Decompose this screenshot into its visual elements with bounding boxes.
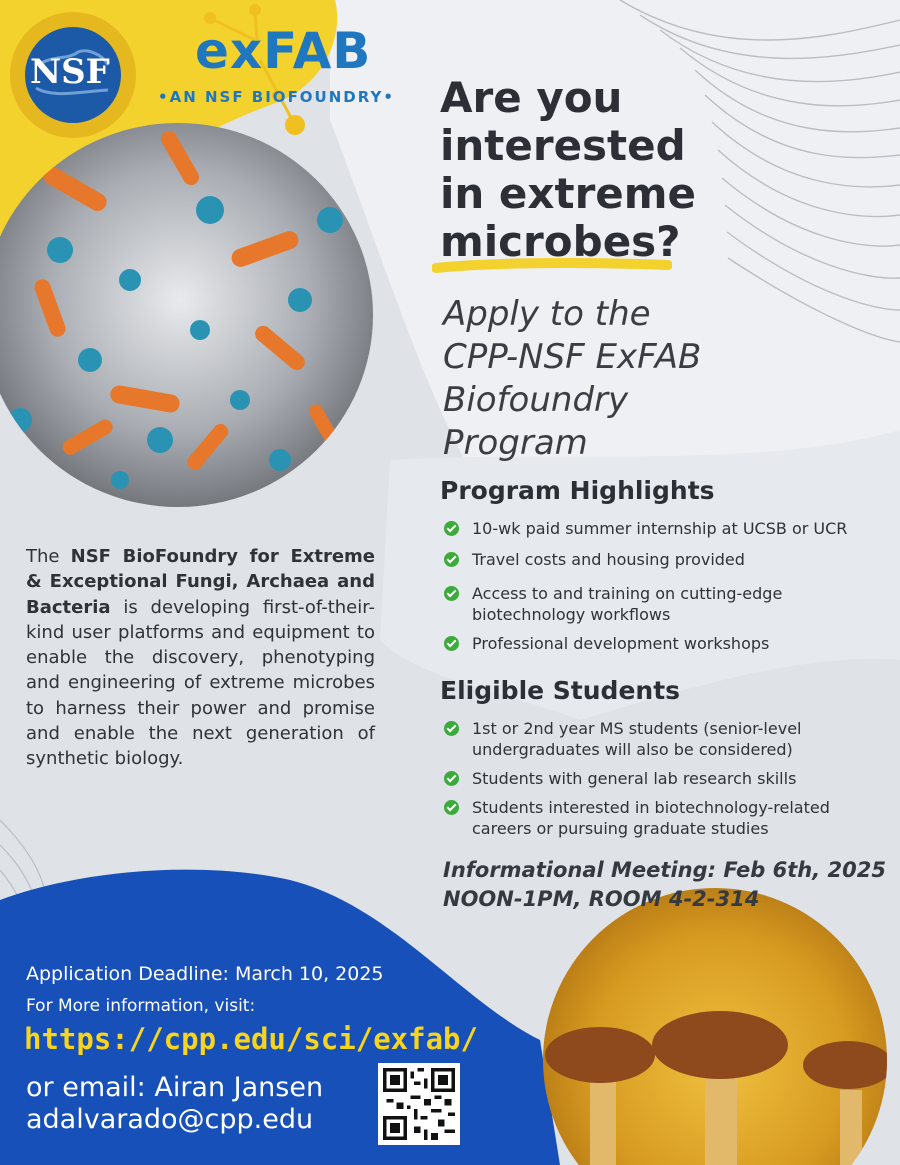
description-rest: is developing first-of-their-kind user platforms and equipment to enable the discovery, phenotyping and engineering of extreme microbes to harness their power and promise and enable the next generation of synthetic biology.: [26, 596, 375, 770]
headline-line: Are you: [440, 73, 623, 122]
list-item: [440, 718, 860, 760]
check-icon: [444, 636, 459, 651]
exfab-title: exFAB: [195, 22, 372, 80]
description-bold-name: NSF BioFoundry for Extreme & Exceptional Fungi, Archaea and Bacteria: [26, 546, 375, 618]
email-contact-name: or email: Airan Jansen: [26, 1072, 324, 1103]
meeting-room: NOON-1PM, ROOM 4-2-314: [443, 887, 760, 911]
check-icon: [444, 521, 459, 536]
apply-line: CPP-NSF ExFAB: [443, 337, 702, 377]
list-item: [440, 768, 890, 789]
list-item-text: Access to and training on cutting-edge biotechnology workflows: [472, 584, 783, 624]
program-url-link[interactable]: https://cpp.edu/sci/exfab/: [24, 1022, 478, 1056]
meeting-date: Informational Meeting: Feb 6th, 2025: [443, 858, 886, 882]
apply-line: Apply to the: [443, 294, 651, 334]
check-icon: [444, 552, 459, 567]
apply-line: Biofoundry: [443, 380, 629, 420]
headline: [440, 74, 770, 266]
list-item: [440, 633, 890, 654]
headline-line: in extreme: [440, 169, 697, 218]
description-lead: The: [26, 546, 71, 567]
email-address-link[interactable]: adalvarado@cpp.edu: [26, 1104, 314, 1135]
highlights-title: Program Highlights: [440, 476, 715, 505]
list-item-text: Students with general lab research skills: [472, 769, 797, 788]
list-item-text: Students interested in biotechnology-related careers or pursuing graduate studies: [472, 798, 830, 838]
list-item-text: Travel costs and housing provided: [472, 550, 745, 569]
program-description: [26, 544, 375, 772]
headline-underline: [432, 258, 672, 274]
qr-code-image: [383, 1068, 455, 1140]
headline-line: microbes?: [440, 217, 681, 266]
meeting-info: [443, 856, 893, 914]
eligible-title: Eligible Students: [440, 676, 681, 705]
list-item-text: 1st or 2nd year MS students (senior-level undergraduates will also be considered): [472, 719, 802, 759]
list-item: [440, 518, 890, 539]
list-item: [440, 797, 870, 839]
list-item: [440, 583, 830, 625]
application-deadline: Application Deadline: March 10, 2025: [26, 963, 384, 985]
nsf-logo-text: NSF: [30, 52, 110, 92]
list-item: [440, 549, 890, 570]
highlights-list: [440, 518, 890, 654]
apply-heading: [443, 293, 783, 465]
qr-code[interactable]: [378, 1063, 460, 1145]
eligible-list: [440, 718, 890, 839]
apply-line: Program: [443, 423, 588, 463]
check-icon: [444, 721, 459, 736]
check-icon: [444, 800, 459, 815]
list-item-text: 10-wk paid summer internship at UCSB or UCR: [472, 519, 848, 538]
check-icon: [444, 586, 459, 601]
list-item-text: Professional development workshops: [472, 634, 770, 653]
headline-line: interested: [440, 121, 686, 170]
more-info-label: For More information, visit:: [26, 996, 256, 1016]
exfab-subtitle: •AN NSF BIOFOUNDRY•: [158, 88, 395, 106]
check-icon: [444, 771, 459, 786]
